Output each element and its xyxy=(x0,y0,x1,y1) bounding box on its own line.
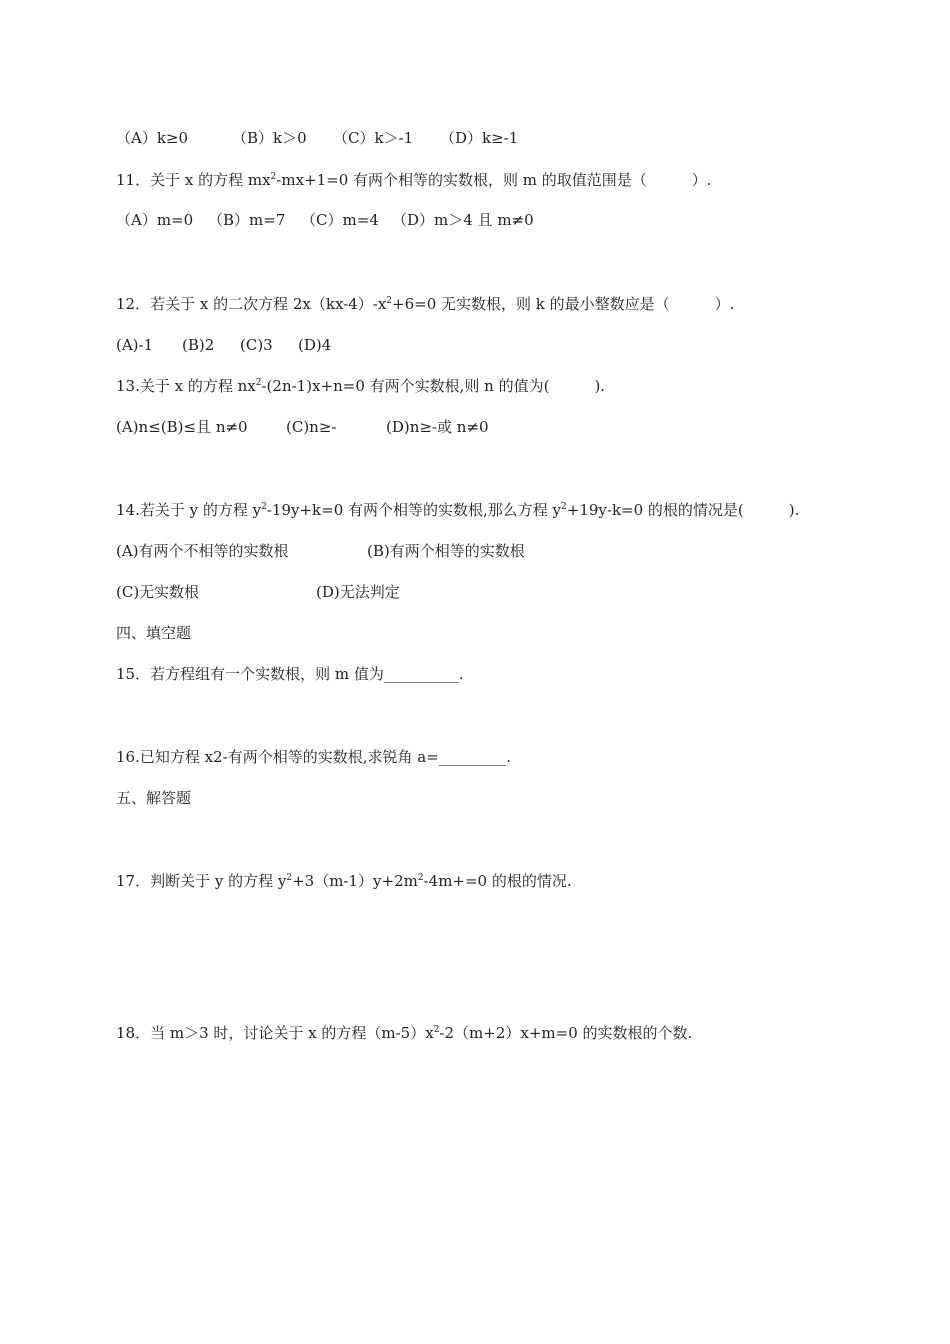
q13-option-ab: (A)n≤(B)≤且 n≠0 xyxy=(116,418,248,436)
q15-stem: 15．若方程组有一个实数根，则 m 值为__________. xyxy=(116,665,464,683)
q12-option-c: (C)3 xyxy=(240,336,273,354)
q11-option-c: （C）m=4 xyxy=(301,211,379,229)
q10-option-d: （D）k≥-1 xyxy=(440,129,519,147)
q18-stem: 18．当 m＞3 时，讨论关于 x 的方程$(m-5)x^2-2(m+2)x+m=0$ 的实数根的个数. xyxy=(116,1024,693,1042)
q16-stem: 16.已知方程 x2-有两个相等的实数根,求锐角 a=_________. xyxy=(116,748,512,766)
q14-option-b: (B)有两个相等的实数根 xyxy=(367,542,525,560)
q17-stem: 17．判断关于 y 的方程 $y^2+3(m-1)y+2m^2-4m+=0$ 的根的情况. xyxy=(116,872,572,890)
q12-option-b: (B)2 xyxy=(182,336,215,354)
section-heading-answer: 五、解答题 xyxy=(116,789,192,807)
q14-stem: 14.若关于 y 的方程 $y^2-19y+k=0$ 有两个相等的实数根,那么方程 $y^2+19y-k=0$ 的根的情况是( ). xyxy=(116,501,800,519)
q10-option-b: （B）k＞0 xyxy=(232,129,307,147)
q11-option-d: （D）m＞4 且 m≠0 xyxy=(392,211,534,229)
q10-option-c: （C）k＞-1 xyxy=(333,129,414,147)
q10-option-a: （A）k≥0 xyxy=(116,129,189,147)
q13-stem: 13.关于 x 的方程 $nx^2-(2n-1)x+n=0$ 有两个实数根,则 n 的值为( ). xyxy=(116,377,606,395)
q14-option-a: (A)有两个不相等的实数根 xyxy=(116,542,289,560)
q11-option-a: （A）m=0 xyxy=(116,211,194,229)
q11-stem: 11．关于 x 的方程 $mx^2-mx+1=0$ 有两个相等的实数根，则 m 的取值范围是（ ）. xyxy=(116,171,712,189)
q13-option-d: (D)n≥-或 n≠0 xyxy=(386,418,489,436)
q13-option-c: (C)n≥- xyxy=(286,418,337,436)
section-heading-fill-in: 四、填空题 xyxy=(116,624,192,642)
q12-option-d: (D)4 xyxy=(298,336,332,354)
q12-stem: 12．若关于 x 的二次方程 $2x(kx-4)-x^2+6=0$ 无实数根，则 k 的最小整数应是（ ）. xyxy=(116,295,735,313)
q14-option-c: (C)无实数根 xyxy=(116,583,200,601)
q11-option-b: （B）m=7 xyxy=(208,211,286,229)
q14-option-d: (D)无法判定 xyxy=(316,583,400,601)
q12-option-a: (A)-1 xyxy=(116,336,154,354)
